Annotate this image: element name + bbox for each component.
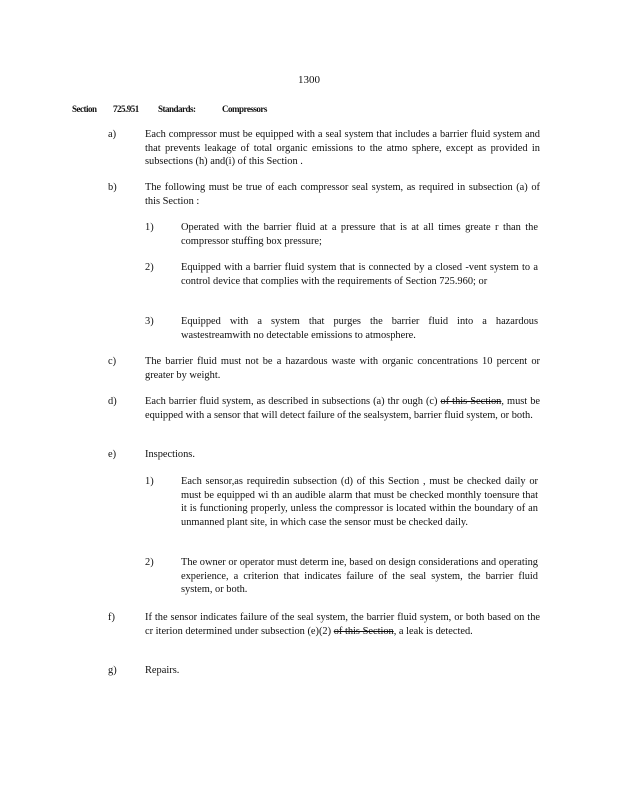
item-e2-label: 2) bbox=[145, 557, 154, 568]
item-d-label: d) bbox=[108, 396, 117, 407]
section-title: Compressors bbox=[222, 104, 267, 114]
item-e-text: Inspections. bbox=[145, 449, 195, 460]
item-d-text-before: Each barrier fluid system, as described in subsections (a) thr ough (c) bbox=[145, 396, 441, 407]
item-b2-text: Equipped with a barrier fluid system that is connected by a closed -vent system to a control device that complies with the requirements of Section 725.960; or bbox=[181, 262, 538, 287]
item-a-label: a) bbox=[108, 129, 117, 140]
item-d-text bbox=[145, 395, 540, 422]
item-c-text: The barrier fluid must not be a hazardous waste with organic concentrations 10 percent or greater by weight. bbox=[145, 356, 540, 381]
item-b3-label: 3) bbox=[145, 316, 154, 327]
item-f-text bbox=[145, 611, 540, 638]
item-g-label: g) bbox=[108, 665, 117, 676]
section-title-label: Standards: bbox=[158, 104, 196, 114]
item-b-text: The following must be true of each compressor seal system, as required in subsection (a) of this Section : bbox=[145, 182, 540, 207]
item-d-text-after: , must be equipped with a sensor that will detect failure of the sealsystem, barrier fluid system, or both. bbox=[145, 396, 541, 421]
item-g-text: Repairs. bbox=[145, 665, 180, 676]
item-e2-text: The owner or operator must determ ine, based on design considerations and operating experience, a criterion that indicates failure of the seal system, the barrier fluid system, or both. bbox=[181, 557, 538, 595]
item-b1-label: 1) bbox=[145, 222, 154, 233]
item-b-label: b) bbox=[108, 182, 117, 193]
item-e1-label: 1) bbox=[145, 476, 154, 487]
section-number: 725.951 bbox=[113, 104, 139, 114]
item-e1-text: Each sensor,as requiredin subsection (d) of this Section , must be checked daily or must be equipped wi th an audible alarm that must be checked monthly toensure that it is functioning properly, unless the compressor is located within the boundary of an unmanned plant site, in which case the sensor must be checked daily. bbox=[181, 476, 538, 528]
item-f-text-before: If the sensor indicates failure of the seal system, the barrier fluid system, or both based on the cr iterion determined under subsection (e)(2) bbox=[145, 612, 540, 637]
item-e-label: e) bbox=[108, 449, 117, 460]
page-number: 1300 bbox=[298, 74, 320, 86]
item-f-label: f) bbox=[108, 612, 115, 623]
item-f-text-after: , a leak is detected. bbox=[393, 625, 473, 637]
item-d-struck-text: of this Section bbox=[440, 396, 502, 407]
item-c-label: c) bbox=[108, 356, 117, 367]
item-f-struck-text: of this Section bbox=[333, 625, 394, 637]
item-b2-label: 2) bbox=[145, 262, 154, 273]
item-b1-text: Operated with the barrier fluid at a pressure that is at all times greate r than the compressor stuffing box pressure; bbox=[181, 222, 538, 247]
section-word: Section bbox=[72, 104, 97, 114]
item-a-text: Each compressor must be equipped with a seal system that includes a barrier fluid system and that prevents leakage of total organic emissions to the atmo sphere, except as provided in subsections (h) and(i) of this Section . bbox=[145, 129, 540, 167]
item-b3-text: Equipped with a system that purges the barrier fluid into a hazardous wastestreamwith no detectable emissions to atmosphere. bbox=[181, 316, 538, 341]
